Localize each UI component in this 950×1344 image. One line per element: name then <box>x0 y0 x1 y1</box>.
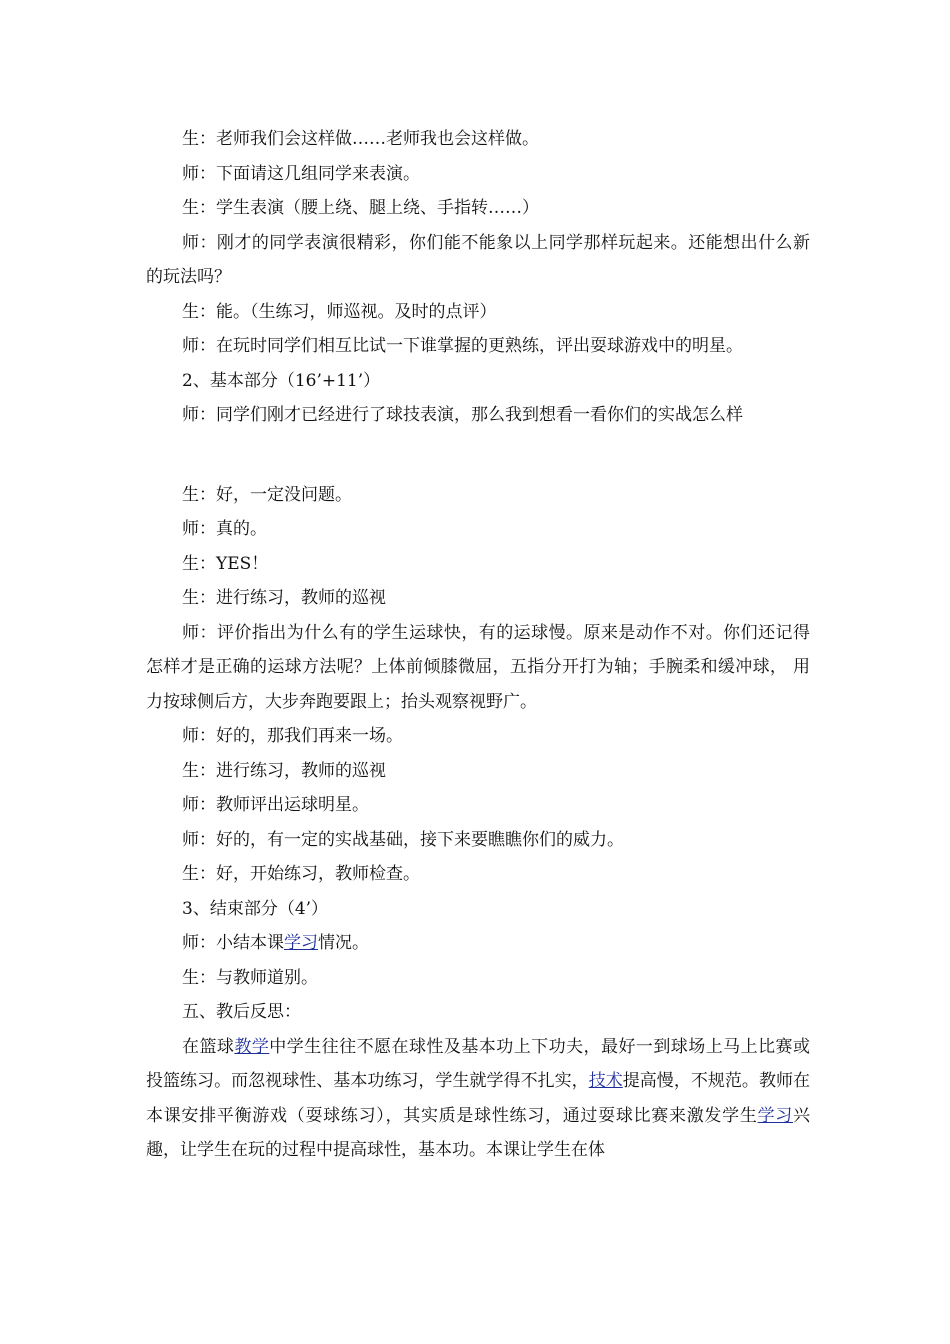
paragraph: 生：进行练习，教师的巡视 <box>182 760 386 781</box>
link-teaching[interactable]: 教学 <box>234 1036 270 1057</box>
reflection-text: 中学生往往不愿在球性及基本功上下功夫，最好一到球场上马上比赛或投篮练习。而忽视球性、基本功练习，学生就学得不扎实， <box>146 1036 811 1091</box>
reflection-text: 提高慢，不规范。教师在本课安排平衡游戏（耍球练习），其实质是球性练习，通过耍球比赛来激发学生 <box>146 1071 811 1126</box>
section-heading-ending: 3、结束部分（4’） <box>182 898 329 919</box>
link-study[interactable]: 学习 <box>757 1105 794 1126</box>
paragraph: 生：学生表演（腰上绕、腿上绕、手指转……） <box>182 198 539 218</box>
paragraph: 生：好，开始练习，教师检查。 <box>182 864 420 884</box>
paragraph: 生：YES！ <box>182 553 269 574</box>
reflection-paragraph <box>146 1030 810 1168</box>
paragraph: 师：真的。 <box>182 519 267 539</box>
blank-gap <box>146 433 810 478</box>
document-body <box>146 122 810 1168</box>
paragraph: 师：刚才的同学表演很精彩，你们能不能象以上同学那样玩起来。还能想出什么新的玩法吗？ <box>146 232 810 287</box>
section-heading-reflection: 五、教后反思： <box>182 1002 301 1022</box>
paragraph: 生：能。（生练习，师巡视。及时的点评） <box>182 301 497 322</box>
link-study[interactable]: 学习 <box>284 933 318 953</box>
paragraph: 师：下面请这几组同学来表演。 <box>182 163 420 184</box>
paragraph: 生：好，一定没问题。 <box>182 484 352 505</box>
paragraph: 师：同学们刚才已经进行了球技表演，那么我到想看一看你们的实战怎么样 <box>182 405 743 425</box>
summary-text: 师：小结本课 <box>182 933 284 953</box>
paragraph: 师：教师评出运球明星。 <box>182 795 369 815</box>
section-heading-basic: 2、基本部分（16’+11’） <box>182 370 381 391</box>
paragraph: 师：在玩时同学们相互比试一下谁掌握的更熟练，评出耍球游戏中的明星。 <box>182 336 743 356</box>
paragraph: 师：好的，有一定的实战基础，接下来要瞧瞧你们的威力。 <box>182 829 624 850</box>
paragraph: 师：评价指出为什么有的学生运球快，有的运球慢。原来是动作不对。你们还记得怎样才是正确的运球方法呢？上体前倾膝微屈，五指分开打为轴；手腕柔和缓冲球， 用力按球侧后方，大步奔跑要跟上；抬头观察视野广。 <box>146 622 810 712</box>
summary-text: 情况。 <box>318 933 369 953</box>
paragraph: 生：进行练习，教师的巡视 <box>182 588 386 608</box>
reflection-text: 兴趣，让学生在玩的过程中提高球性，基本功。本课让学生在体 <box>146 1105 811 1160</box>
summary-paragraph <box>146 926 810 961</box>
reflection-text: 在篮球 <box>182 1036 235 1057</box>
paragraph: 师：好的，那我们再来一场。 <box>182 726 403 746</box>
paragraph: 生：与教师道别。 <box>182 967 318 988</box>
paragraph: 生：老师我们会这样做……老师我也会这样做。 <box>182 129 539 149</box>
link-technique[interactable]: 技术 <box>588 1071 623 1091</box>
